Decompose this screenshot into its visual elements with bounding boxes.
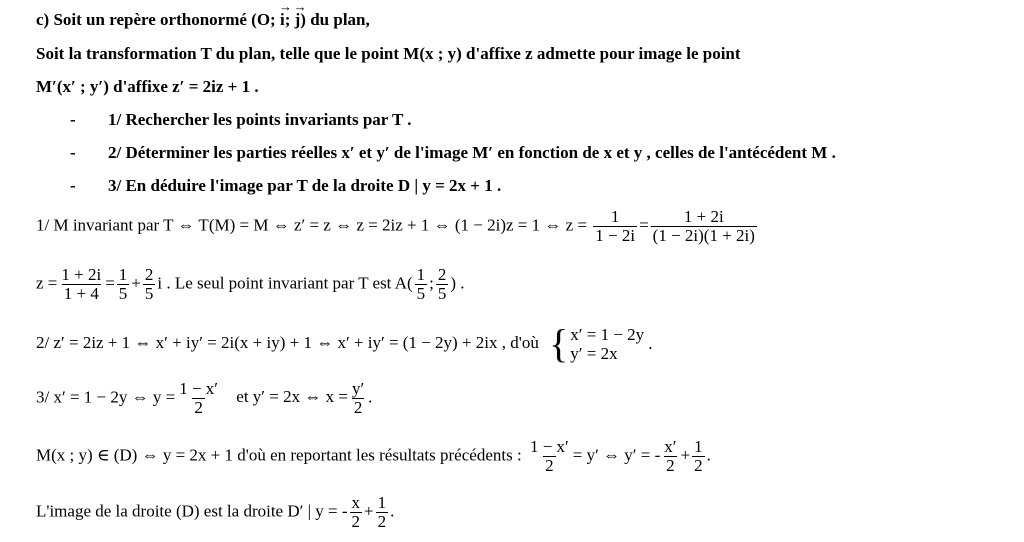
task-1 xyxy=(70,110,412,130)
fraction: $\frac{2}{5}$ xyxy=(437,265,447,303)
fraction: $\frac{1}{5}$ xyxy=(416,265,426,303)
system-line-2: y′ = 2x xyxy=(570,344,618,363)
task-3-dash: - xyxy=(70,176,76,195)
fraction: $\frac{1}{5}$ xyxy=(118,265,128,303)
task-3-text: 3/ En déduire l'image par T de la droite D | y = 2x + 1 . xyxy=(108,176,502,195)
statement-line-3: M′(x′ ; y′) d'affixe z′ = 2iz + 1 . xyxy=(36,77,259,96)
solution-5-end: . xyxy=(390,501,395,521)
solution-4-mid: = y′ ⇔ y′ = - xyxy=(572,445,661,465)
exercise-tail: du plan, xyxy=(310,10,370,29)
plus-sign: + xyxy=(131,273,141,293)
brace: { xyxy=(549,321,569,366)
frame-close: ) xyxy=(300,10,306,29)
task-2 xyxy=(70,143,836,163)
frame-open: (O; xyxy=(251,10,276,29)
frame-sep: ; xyxy=(284,10,291,29)
solution-3-mid: et y′ = 2x ⇔ x = xyxy=(236,387,348,407)
vector-i: → i xyxy=(280,10,285,30)
equals-sign: = xyxy=(105,273,115,293)
equation-system xyxy=(549,321,653,366)
fraction: $\frac{x}{2}$ xyxy=(351,493,361,531)
solution-2 xyxy=(36,321,653,366)
solution-4-pre: M(x ; y) ∈ (D) ⇔ y = 2x + 1 d'où en reportant les résultats précédents : xyxy=(36,445,522,465)
system-lines xyxy=(570,325,644,363)
statement-line-2: Soit la transformation T du plan, telle que le point M(x ; y) d'affixe z admette pour image le point xyxy=(36,44,741,63)
fraction: $\frac{1}{2}$ xyxy=(377,493,387,531)
fraction: $\frac{x'}{2}$ xyxy=(664,437,677,475)
solution-5 xyxy=(36,494,394,531)
fraction: $\frac{1}{2}$ xyxy=(694,437,703,475)
solution-2-end: . xyxy=(648,334,653,353)
fraction: $\frac{1}{1 - 2i}$ xyxy=(595,207,636,245)
solution-1b-pre: z = xyxy=(36,273,58,293)
plus-sign: + xyxy=(680,445,691,465)
fraction: $\frac{2}{5}$ xyxy=(144,265,154,303)
solution-1b-end: ) . xyxy=(450,273,465,293)
solution-4-end: . xyxy=(706,445,711,465)
solution-3-pre: 3/ x′ = 1 − 2y ⇔ y = xyxy=(36,387,176,407)
solution-1-text: 1/ M invariant par T ⇔ T(M) = M ⇔ z′ = z ⇔ z = 2iz + 1 ⇔ (1 − 2i)z = 1 ⇔ z = xyxy=(36,215,587,235)
solution-3-end: . xyxy=(368,387,373,407)
fraction: $\frac{1 - x'}{2}$ xyxy=(529,437,569,475)
task-2-dash: - xyxy=(70,143,76,162)
equals-sign: = xyxy=(639,215,649,235)
task-3 xyxy=(70,176,501,196)
fraction: $\frac{y'}{2}$ xyxy=(351,379,365,417)
solution-4 xyxy=(36,438,711,475)
exercise-label: c) xyxy=(36,10,50,29)
system-line-1: x′ = 1 − 2y xyxy=(570,325,645,344)
task-1-text: 1/ Rechercher les points invariants par T . xyxy=(108,110,412,129)
task-1-dash: - xyxy=(70,110,76,129)
solution-1b xyxy=(36,266,465,303)
solution-3 xyxy=(36,380,372,417)
solution-5-pre: L'image de la droite (D) est la droite D′ | y = - xyxy=(36,501,348,521)
fraction: $\frac{1 + 2i}{1 + 4}$ xyxy=(61,265,102,303)
solution-1b-text: i . Le seul point invariant par T est A( xyxy=(157,273,413,293)
solution-1 xyxy=(36,208,759,245)
fraction: $\frac{1 + 2i}{(1 - 2i)(1 + 2i)}$ xyxy=(652,207,755,245)
fraction: $\frac{1 - x'}{2}$ xyxy=(179,379,219,417)
exercise-header xyxy=(36,10,370,30)
plus-sign: + xyxy=(364,501,374,521)
solution-2-text: 2/ z′ = 2iz + 1 ⇔ x′ + iy′ = 2i(x + iy) + 1 ⇔ x′ + iy′ = (1 − 2y) + 2ix , d'où xyxy=(36,332,539,352)
exercise-intro: Soit un repère orthonormé xyxy=(53,10,247,29)
task-2-text: 2/ Déterminer les parties réelles x′ et y′ de l'image M′ en fonction de x et y , celles de l'antécédent M . xyxy=(108,143,836,162)
semicolon: ; xyxy=(429,273,434,293)
vector-j: → j xyxy=(295,10,301,30)
